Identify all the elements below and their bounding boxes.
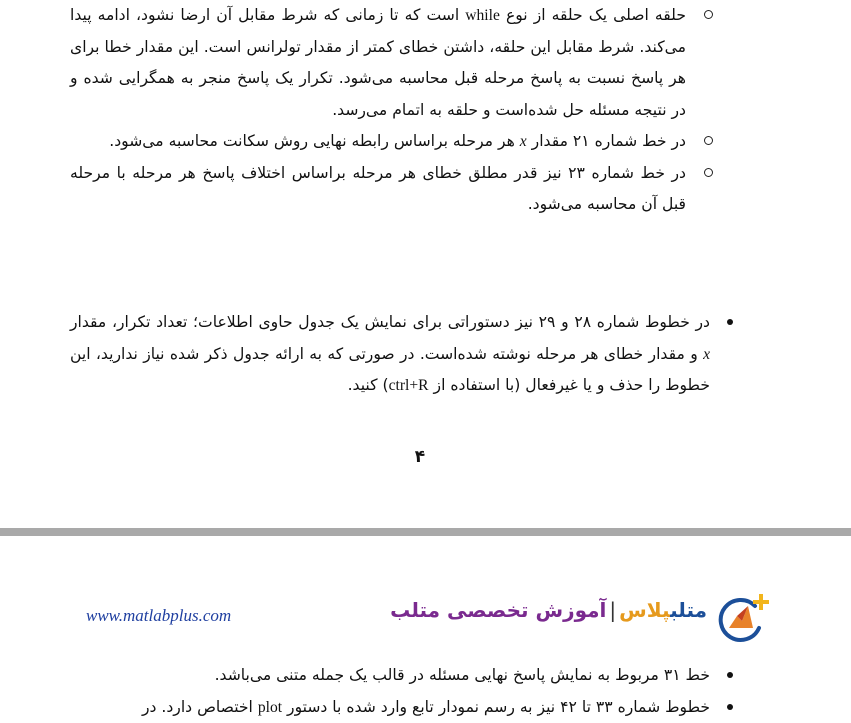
text-run: در خط شماره ۲۳ نیز قدر مطلق خطای هر مرحله براساس اختلاف پاسخ هر مرحله با مرحله قبل آن محاسبه می‌شود. [70, 164, 686, 214]
main-item-text [70, 313, 710, 394]
main-bullet-list [70, 307, 710, 402]
sub-list-item [70, 158, 686, 221]
sub-item-text [70, 6, 686, 119]
text-run: حلقه اصلی یک حلقه از نوع [500, 6, 686, 24]
main-list-item [70, 307, 710, 402]
matlab-plus-logo-icon [715, 592, 773, 644]
text-run: در خطوط شماره ۲۸ و ۲۹ نیز دستوراتی برای نمایش یک جدول حاوی اطلاعات؛ تعداد تکرار، مقدار [70, 313, 710, 331]
inline-latin-text: ctrl+R [389, 377, 429, 394]
main-list-item [70, 660, 710, 692]
text-run: هر مرحله براساس رابطه نهایی روش سکانت محاسبه می‌شود. [109, 132, 520, 150]
inline-math-symbol: x [703, 346, 710, 363]
text-run: ) کنید. [348, 376, 389, 394]
brand-tagline: آموزش تخصصی متلب [390, 598, 606, 622]
inline-latin-text: plot [258, 699, 282, 716]
filled-bullet-icon [727, 319, 733, 325]
sub-list-item [70, 0, 686, 126]
hollow-bullet-icon [704, 136, 713, 145]
inline-math-symbol: x [520, 133, 527, 150]
page-number: ۴ [405, 447, 435, 467]
main-list-item [70, 692, 710, 723]
bottom-item-text [215, 666, 710, 684]
page-header [0, 592, 851, 642]
site-url[interactable]: www.matlabplus.com [86, 606, 231, 626]
text-run: اختصاص دارد. در [142, 698, 258, 716]
text-run: است که تا زمانی که شرط مقابل آن ارضا نشود، ادامه پیدا می‌کند. شرط مقابل این حلقه، داشتن خطای کمتر از مقدار تولرانس است. این مقدار خطا برای هر پاسخ نسبت به پاسخ مرحله قبل محاسبه می‌شود. تکرار یک پاسخ منجر به همگرایی شده و در نتیجه مسئله حل شده‌است و حلقه به اتمام می‌رسد. [70, 6, 686, 119]
brand-name-part1: متلب [670, 598, 707, 622]
bottom-item-text [142, 698, 710, 716]
text-run: خط ۳۱ مربوط به نمایش پاسخ نهایی مسئله در قالب یک جمله متنی می‌باشد. [215, 666, 710, 684]
sub-list-item [70, 126, 686, 158]
document-page-bottom [0, 536, 851, 721]
hollow-bullet-icon [704, 168, 713, 177]
brand-divider: | [609, 598, 616, 622]
sub-bullet-list [70, 0, 686, 221]
sub-item-text [70, 164, 686, 214]
text-run: و مقدار خطای هر مرحله نوشته شده‌است. در صورتی که به ارائه جدول ذکر شده نیاز ندارید، این خطوط را حذف و یا غیرفعال (با استفاده از [70, 345, 710, 395]
bottom-bullet-list [70, 660, 710, 723]
page-separator [0, 528, 851, 536]
inline-latin-text: while [465, 7, 500, 24]
text-run: در خط شماره ۲۱ مقدار [527, 132, 686, 150]
hollow-bullet-icon [704, 10, 713, 19]
filled-bullet-icon [727, 672, 733, 678]
brand-title [390, 598, 707, 622]
filled-bullet-icon [727, 704, 733, 710]
brand-name-part2: پلاس [619, 598, 670, 622]
sub-item-text [109, 132, 686, 150]
text-run: خطوط شماره ۳۳ تا ۴۲ نیز به رسم نمودار تابع وارد شده با دستور [282, 698, 710, 716]
